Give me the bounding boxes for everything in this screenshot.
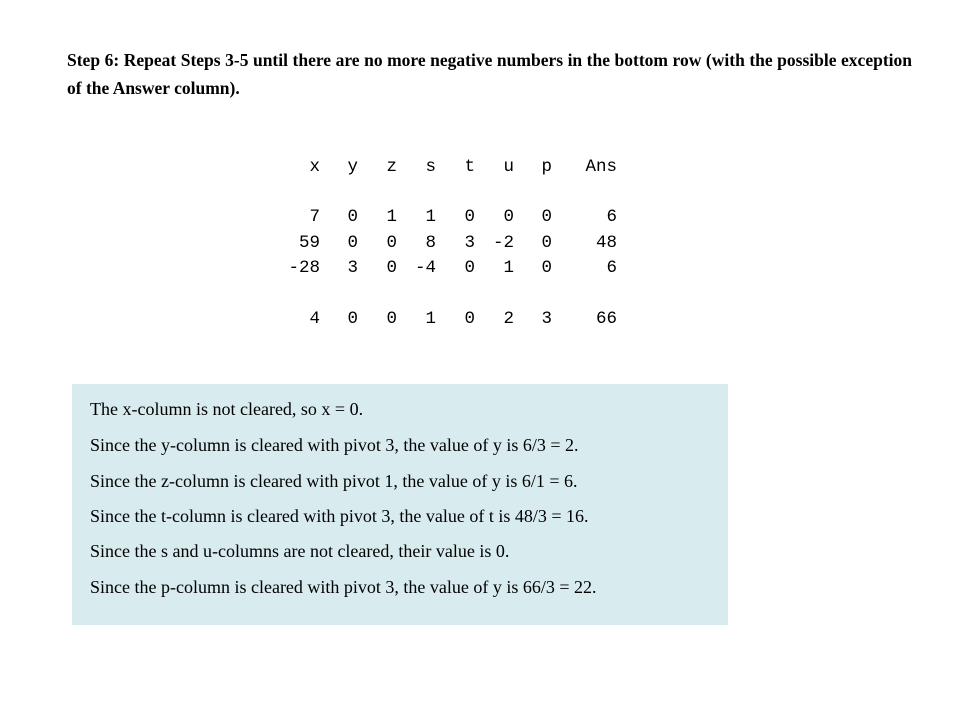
explanation-line: Since the p-column is cleared with pivot 3, the value of y is 66/3 = 22.	[90, 577, 597, 597]
tableau-column-header: t	[464, 157, 475, 177]
tableau-cell: 0	[541, 258, 552, 278]
tableau-cell: 0	[386, 233, 397, 253]
tableau-column-header: z	[386, 157, 397, 177]
tableau-cell: 0	[347, 309, 358, 329]
explanation-line: Since the t-column is cleared with pivot 3, the value of t is 48/3 = 16.	[90, 506, 589, 526]
tableau-cell: 1	[425, 309, 436, 329]
tableau-cell: 0	[464, 309, 475, 329]
tableau-cell: -28	[288, 258, 320, 278]
tableau-cell: 7	[309, 207, 320, 227]
tableau-cell: 1	[503, 258, 514, 278]
tableau-cell: 3	[541, 309, 552, 329]
explanation-line: Since the z-column is cleared with pivot 1, the value of y is 6/1 = 6.	[90, 471, 578, 491]
tableau-cell: 8	[425, 233, 436, 253]
tableau-cell: 0	[541, 207, 552, 227]
tableau-column-header: x	[309, 157, 320, 177]
tableau-cell: 66	[595, 309, 617, 329]
tableau-cell: 0	[386, 258, 397, 278]
tableau-cell: 0	[386, 309, 397, 329]
tableau-cell: 1	[425, 207, 436, 227]
tableau-column-header: s	[425, 157, 436, 177]
tableau-column-header: u	[503, 157, 514, 177]
tableau-cell: 0	[503, 207, 514, 227]
tableau-cell: 1	[386, 207, 397, 227]
tableau-cell: 0	[464, 258, 475, 278]
tableau-cell: -4	[414, 258, 436, 278]
tableau-cell: 0	[347, 207, 358, 227]
tableau-cell: -2	[492, 233, 514, 253]
tableau-cell: 0	[541, 233, 552, 253]
tableau-column-header: p	[541, 157, 552, 177]
tableau-cell: 3	[464, 233, 475, 253]
explanation-line: The x-column is not cleared, so x = 0.	[90, 399, 364, 419]
tableau-column-header: Ans	[585, 157, 617, 177]
tableau-cell: 3	[347, 258, 358, 278]
tableau-column-header: y	[347, 157, 358, 177]
tableau-cell: 2	[503, 309, 514, 329]
explanation-box	[72, 384, 728, 625]
tableau-cell: 6	[606, 207, 617, 227]
explanation-line: Since the s and u-columns are not cleared, their value is 0.	[90, 541, 510, 561]
step-heading: Step 6: Repeat Steps 3-5 until there are no more negative numbers in the bottom row (with the possible exception of the Answer column).	[67, 50, 912, 98]
tableau-cell: 0	[347, 233, 358, 253]
tableau-cell: 59	[298, 233, 320, 253]
tableau-cell: 0	[464, 207, 475, 227]
tableau-cell: 4	[309, 309, 320, 329]
tableau-cell: 6	[606, 258, 617, 278]
explanation-line: Since the y-column is cleared with pivot 3, the value of y is 6/3 = 2.	[90, 435, 579, 455]
tableau-cell: 48	[595, 233, 617, 253]
